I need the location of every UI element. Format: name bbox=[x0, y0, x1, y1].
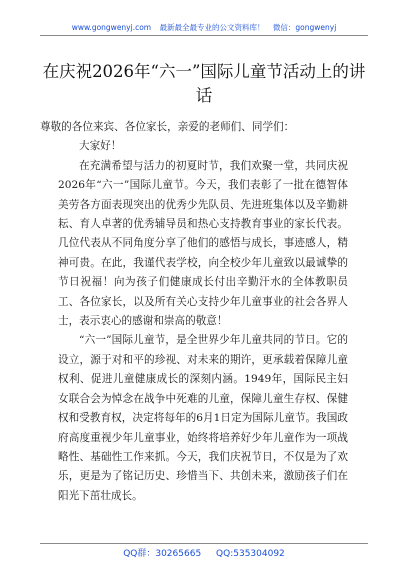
header-divider bbox=[40, 35, 368, 36]
footer-qq: QQ:535304092 bbox=[216, 549, 285, 559]
page-header bbox=[0, 22, 408, 33]
header-wechat: 微信：gongwenyj bbox=[272, 23, 337, 32]
greeting: 大家好！ bbox=[79, 140, 122, 153]
header-site-link[interactable]: www.gongwenyj.com bbox=[71, 23, 152, 32]
page-footer bbox=[0, 546, 408, 559]
header-slogan: 最新最全最专业的公文资料库！ bbox=[159, 23, 265, 32]
footer-divider bbox=[40, 543, 368, 544]
salutation: 尊敬的各位来宾、各位家长，亲爱的老师们、同学们： bbox=[40, 121, 295, 133]
body-paragraph-1: 在充满希望与活力的初夏时节，我们欢聚一堂，共同庆祝2026年“六一”国际儿童节。今天，我们表彰了一批在德智体美劳各方面表现突出的优秀少先队员、先进班集体以及辛勤耕耘、育人卓著的优秀辅导员和热心支持教育事业的家长代表。几位代表从不同角度分享了他们的感悟与成长，事迹感人，精神可贵。在此，我谨代表学校，向全校少年儿童致以最诚挚的节日祝福！向为孩子们健康成长付出辛勤汗水的全体教职员工、各位家长，以及所有关心支持少年儿童事业的社会各界人士，表示衷心的感谢和崇高的敬意！ bbox=[58, 159, 348, 328]
body-paragraph-2: “六一”国际儿童节，是全世界少年儿童共同的节日。它的设立，源于对和平的珍视、对未来的期许，更承载着保障儿童权利、促进儿童健康成长的深刻内涵。1949年，国际民主妇女联合会为悼念在战争中死难的儿童，保障儿童生存权、保健权和受教育权，决定将每年的6月1日定为国际儿童节。我国政府高度重视少年儿童事业，始终将培养好少年儿童作为一项战略性、基础性工作来抓。今天，我们庆祝节日，不仅是为了欢乐，更是为了铭记历史、珍惜当下、共创未来，激励孩子们在阳光下茁壮成长。 bbox=[58, 334, 348, 502]
document-title: 在庆祝2026年“六一”国际儿童节活动上的讲话 bbox=[42, 62, 366, 105]
document-body bbox=[40, 118, 348, 506]
footer-qq-group: QQ群：30265665 bbox=[123, 549, 202, 559]
